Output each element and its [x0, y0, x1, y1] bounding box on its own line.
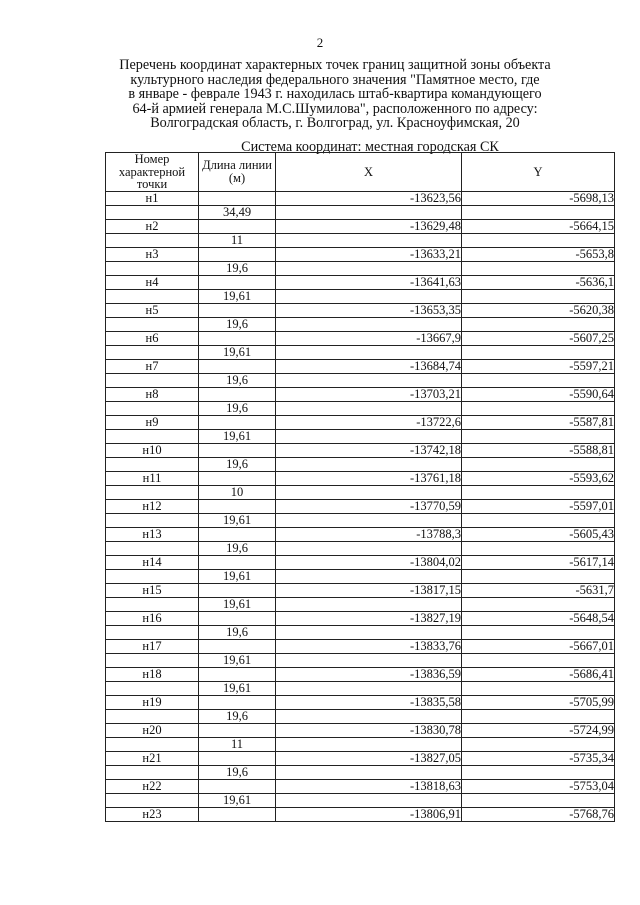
point-spacer-cell: [106, 737, 199, 751]
table-row: [106, 261, 615, 275]
table-row: [106, 359, 615, 373]
length-spacer-cell: [199, 779, 276, 793]
length-spacer-cell: [199, 303, 276, 317]
x-coordinate-cell: -13770,59: [276, 499, 462, 513]
line-length-cell: 19,6: [199, 317, 276, 331]
x-coordinate-cell: -13667,9: [276, 331, 462, 345]
table-row: [106, 415, 615, 429]
length-spacer-cell: [199, 695, 276, 709]
length-spacer-cell: [199, 639, 276, 653]
table-row: [106, 653, 615, 667]
table-row: [106, 779, 615, 793]
x-spacer-cell: [276, 597, 462, 611]
table-row: [106, 387, 615, 401]
y-spacer-cell: [462, 793, 615, 807]
point-number-cell: н22: [106, 779, 199, 793]
point-spacer-cell: [106, 261, 199, 275]
x-spacer-cell: [276, 345, 462, 359]
y-coordinate-cell: -5686,41: [462, 667, 615, 681]
y-spacer-cell: [462, 681, 615, 695]
y-coordinate-cell: -5724,99: [462, 723, 615, 737]
table-row: [106, 527, 615, 541]
point-spacer-cell: [106, 793, 199, 807]
line-length-cell: 19,61: [199, 793, 276, 807]
table-row: [106, 247, 615, 261]
length-spacer-cell: [199, 667, 276, 681]
x-spacer-cell: [276, 513, 462, 527]
y-coordinate-cell: -5620,38: [462, 303, 615, 317]
table-row: [106, 611, 615, 625]
y-coordinate-cell: -5636,1: [462, 275, 615, 289]
table-row: [106, 205, 615, 219]
y-spacer-cell: [462, 625, 615, 639]
length-spacer-cell: [199, 527, 276, 541]
x-coordinate-cell: -13684,74: [276, 359, 462, 373]
x-spacer-cell: [276, 233, 462, 247]
heading-line-1: Перечень координат характерных точек границ защитной зоны объекта: [119, 57, 551, 73]
point-number-cell: н8: [106, 387, 199, 401]
line-length-cell: 19,6: [199, 457, 276, 471]
x-spacer-cell: [276, 681, 462, 695]
point-spacer-cell: [106, 513, 199, 527]
x-spacer-cell: [276, 317, 462, 331]
point-number-cell: н21: [106, 751, 199, 765]
length-spacer-cell: [199, 807, 276, 821]
x-coordinate-cell: -13806,91: [276, 807, 462, 821]
table-row: [106, 597, 615, 611]
point-spacer-cell: [106, 653, 199, 667]
x-coordinate-cell: -13761,18: [276, 471, 462, 485]
coordinates-table: [105, 152, 615, 822]
table-row: [106, 499, 615, 513]
point-number-cell: н6: [106, 331, 199, 345]
point-number-cell: н2: [106, 219, 199, 233]
table-row: [106, 681, 615, 695]
x-spacer-cell: [276, 569, 462, 583]
length-spacer-cell: [199, 499, 276, 513]
x-coordinate-cell: -13827,05: [276, 751, 462, 765]
table-row: [106, 457, 615, 471]
y-spacer-cell: [462, 513, 615, 527]
y-coordinate-cell: -5597,21: [462, 359, 615, 373]
length-spacer-cell: [199, 471, 276, 485]
x-spacer-cell: [276, 709, 462, 723]
table-row: [106, 485, 615, 499]
table-row: [106, 429, 615, 443]
point-spacer-cell: [106, 681, 199, 695]
x-spacer-cell: [276, 541, 462, 555]
y-coordinate-cell: -5653,8: [462, 247, 615, 261]
y-spacer-cell: [462, 373, 615, 387]
y-spacer-cell: [462, 597, 615, 611]
y-spacer-cell: [462, 429, 615, 443]
table-row: [106, 275, 615, 289]
x-coordinate-cell: -13722,6: [276, 415, 462, 429]
x-coordinate-cell: -13830,78: [276, 723, 462, 737]
length-spacer-cell: [199, 331, 276, 345]
table-row: [106, 331, 615, 345]
point-spacer-cell: [106, 205, 199, 219]
document-heading: [100, 58, 570, 131]
point-number-cell: н17: [106, 639, 199, 653]
table-row: [106, 345, 615, 359]
x-coordinate-cell: -13833,76: [276, 639, 462, 653]
table-row: [106, 191, 615, 205]
point-number-cell: н4: [106, 275, 199, 289]
y-spacer-cell: [462, 541, 615, 555]
y-spacer-cell: [462, 653, 615, 667]
length-spacer-cell: [199, 583, 276, 597]
y-spacer-cell: [462, 205, 615, 219]
table-row: [106, 723, 615, 737]
y-spacer-cell: [462, 317, 615, 331]
x-spacer-cell: [276, 261, 462, 275]
point-spacer-cell: [106, 289, 199, 303]
x-coordinate-cell: -13641,63: [276, 275, 462, 289]
y-spacer-cell: [462, 765, 615, 779]
length-spacer-cell: [199, 555, 276, 569]
table-row: [106, 583, 615, 597]
point-spacer-cell: [106, 765, 199, 779]
point-number-cell: н19: [106, 695, 199, 709]
length-spacer-cell: [199, 219, 276, 233]
point-spacer-cell: [106, 401, 199, 415]
table-row: [106, 793, 615, 807]
y-coordinate-cell: -5753,04: [462, 779, 615, 793]
x-coordinate-cell: -13742,18: [276, 443, 462, 457]
y-coordinate-cell: -5631,7: [462, 583, 615, 597]
point-spacer-cell: [106, 345, 199, 359]
y-coordinate-cell: -5607,25: [462, 331, 615, 345]
point-number-cell: н7: [106, 359, 199, 373]
length-spacer-cell: [199, 611, 276, 625]
length-spacer-cell: [199, 443, 276, 457]
coordinate-system-caption: Система координат: местная городская СК: [241, 139, 499, 155]
y-coordinate-cell: -5698,13: [462, 191, 615, 205]
x-spacer-cell: [276, 373, 462, 387]
y-coordinate-cell: -5605,43: [462, 527, 615, 541]
length-spacer-cell: [199, 359, 276, 373]
line-length-cell: 11: [199, 233, 276, 247]
x-spacer-cell: [276, 205, 462, 219]
y-coordinate-cell: -5588,81: [462, 443, 615, 457]
table-row: [106, 709, 615, 723]
table-row: [106, 765, 615, 779]
table-row: [106, 625, 615, 639]
x-coordinate-cell: -13623,56: [276, 191, 462, 205]
line-length-cell: 19,61: [199, 345, 276, 359]
table-row: [106, 471, 615, 485]
point-spacer-cell: [106, 541, 199, 555]
header-line-length: Длина линии (м): [199, 153, 276, 192]
length-spacer-cell: [199, 751, 276, 765]
y-coordinate-cell: -5590,64: [462, 387, 615, 401]
line-length-cell: 19,61: [199, 569, 276, 583]
point-spacer-cell: [106, 485, 199, 499]
x-coordinate-cell: -13653,35: [276, 303, 462, 317]
table-row: [106, 639, 615, 653]
line-length-cell: 19,61: [199, 653, 276, 667]
table-row: [106, 513, 615, 527]
table-row: [106, 737, 615, 751]
x-spacer-cell: [276, 457, 462, 471]
line-length-cell: 19,61: [199, 289, 276, 303]
point-number-cell: н16: [106, 611, 199, 625]
x-spacer-cell: [276, 401, 462, 415]
heading-line-4: 64-й армией генерала М.С.Шумилова", расположенного по адресу:: [132, 100, 538, 117]
length-spacer-cell: [199, 415, 276, 429]
line-length-cell: 19,6: [199, 373, 276, 387]
y-spacer-cell: [462, 401, 615, 415]
x-spacer-cell: [276, 429, 462, 443]
y-coordinate-cell: -5617,14: [462, 555, 615, 569]
line-length-cell: 19,6: [199, 709, 276, 723]
table-row: [106, 219, 615, 233]
line-length-cell: 19,61: [199, 513, 276, 527]
y-coordinate-cell: -5664,15: [462, 219, 615, 233]
x-spacer-cell: [276, 625, 462, 639]
table-row: [106, 289, 615, 303]
table-row: [106, 751, 615, 765]
x-coordinate-cell: -13633,21: [276, 247, 462, 261]
table-row: [106, 555, 615, 569]
point-number-cell: н5: [106, 303, 199, 317]
line-length-cell: 19,6: [199, 765, 276, 779]
y-spacer-cell: [462, 569, 615, 583]
y-spacer-cell: [462, 457, 615, 471]
line-length-cell: 19,6: [199, 261, 276, 275]
table-row: [106, 695, 615, 709]
point-spacer-cell: [106, 625, 199, 639]
y-coordinate-cell: -5768,76: [462, 807, 615, 821]
line-length-cell: 10: [199, 485, 276, 499]
table-row: [106, 443, 615, 457]
line-length-cell: 19,61: [199, 429, 276, 443]
y-coordinate-cell: -5597,01: [462, 499, 615, 513]
x-coordinate-cell: -13788,3: [276, 527, 462, 541]
x-coordinate-cell: -13818,63: [276, 779, 462, 793]
y-spacer-cell: [462, 345, 615, 359]
y-coordinate-cell: -5667,01: [462, 639, 615, 653]
line-length-cell: 19,6: [199, 541, 276, 555]
x-spacer-cell: [276, 765, 462, 779]
point-spacer-cell: [106, 317, 199, 331]
point-number-cell: н23: [106, 807, 199, 821]
line-length-cell: 19,6: [199, 401, 276, 415]
point-number-cell: н18: [106, 667, 199, 681]
line-length-cell: 19,61: [199, 597, 276, 611]
y-coordinate-cell: -5587,81: [462, 415, 615, 429]
point-number-cell: н9: [106, 415, 199, 429]
point-spacer-cell: [106, 709, 199, 723]
point-number-cell: н20: [106, 723, 199, 737]
point-spacer-cell: [106, 569, 199, 583]
table-row: [106, 373, 615, 387]
point-number-cell: н13: [106, 527, 199, 541]
header-point-number: Номер характерной точки: [106, 153, 199, 192]
x-coordinate-cell: -13804,02: [276, 555, 462, 569]
table-row: [106, 401, 615, 415]
y-coordinate-cell: -5648,54: [462, 611, 615, 625]
line-length-cell: 19,6: [199, 625, 276, 639]
point-spacer-cell: [106, 429, 199, 443]
length-spacer-cell: [199, 247, 276, 261]
point-number-cell: н12: [106, 499, 199, 513]
length-spacer-cell: [199, 275, 276, 289]
y-spacer-cell: [462, 737, 615, 751]
x-spacer-cell: [276, 737, 462, 751]
length-spacer-cell: [199, 191, 276, 205]
length-spacer-cell: [199, 387, 276, 401]
table-row: [106, 569, 615, 583]
point-number-cell: н1: [106, 191, 199, 205]
y-coordinate-cell: -5705,99: [462, 695, 615, 709]
x-coordinate-cell: -13629,48: [276, 219, 462, 233]
x-coordinate-cell: -13817,15: [276, 583, 462, 597]
length-spacer-cell: [199, 723, 276, 737]
y-coordinate-cell: -5593,62: [462, 471, 615, 485]
header-x: X: [276, 153, 462, 192]
x-spacer-cell: [276, 653, 462, 667]
point-number-cell: н10: [106, 443, 199, 457]
y-spacer-cell: [462, 233, 615, 247]
y-spacer-cell: [462, 261, 615, 275]
table-row: [106, 317, 615, 331]
y-spacer-cell: [462, 485, 615, 499]
line-length-cell: 34,49: [199, 205, 276, 219]
point-number-cell: н11: [106, 471, 199, 485]
table-body: [106, 191, 615, 821]
page-number: 2: [316, 35, 324, 50]
x-coordinate-cell: -13703,21: [276, 387, 462, 401]
point-spacer-cell: [106, 457, 199, 471]
point-number-cell: н3: [106, 247, 199, 261]
header-y: Y: [462, 153, 615, 192]
heading-line-5: Волгоградская область, г. Волгоград, ул. Красноуфимская, 20: [150, 115, 520, 131]
y-spacer-cell: [462, 709, 615, 723]
y-spacer-cell: [462, 289, 615, 303]
table-row: [106, 303, 615, 317]
heading-line-3: в январе - феврале 1943 г. находилась штаб-квартира командующего: [128, 86, 542, 102]
heading-line-2: культурного наследия федерального значения "Памятное место, где: [130, 71, 540, 88]
table-header-row: [106, 153, 615, 192]
point-spacer-cell: [106, 597, 199, 611]
point-spacer-cell: [106, 233, 199, 247]
x-coordinate-cell: -13836,59: [276, 667, 462, 681]
table-row: [106, 233, 615, 247]
point-number-cell: н15: [106, 583, 199, 597]
table-row: [106, 807, 615, 821]
table-row: [106, 667, 615, 681]
line-length-cell: 19,61: [199, 681, 276, 695]
table-row: [106, 541, 615, 555]
point-spacer-cell: [106, 373, 199, 387]
point-number-cell: н14: [106, 555, 199, 569]
x-coordinate-cell: -13835,58: [276, 695, 462, 709]
line-length-cell: 11: [199, 737, 276, 751]
y-coordinate-cell: -5735,34: [462, 751, 615, 765]
x-coordinate-cell: -13827,19: [276, 611, 462, 625]
x-spacer-cell: [276, 485, 462, 499]
x-spacer-cell: [276, 289, 462, 303]
x-spacer-cell: [276, 793, 462, 807]
